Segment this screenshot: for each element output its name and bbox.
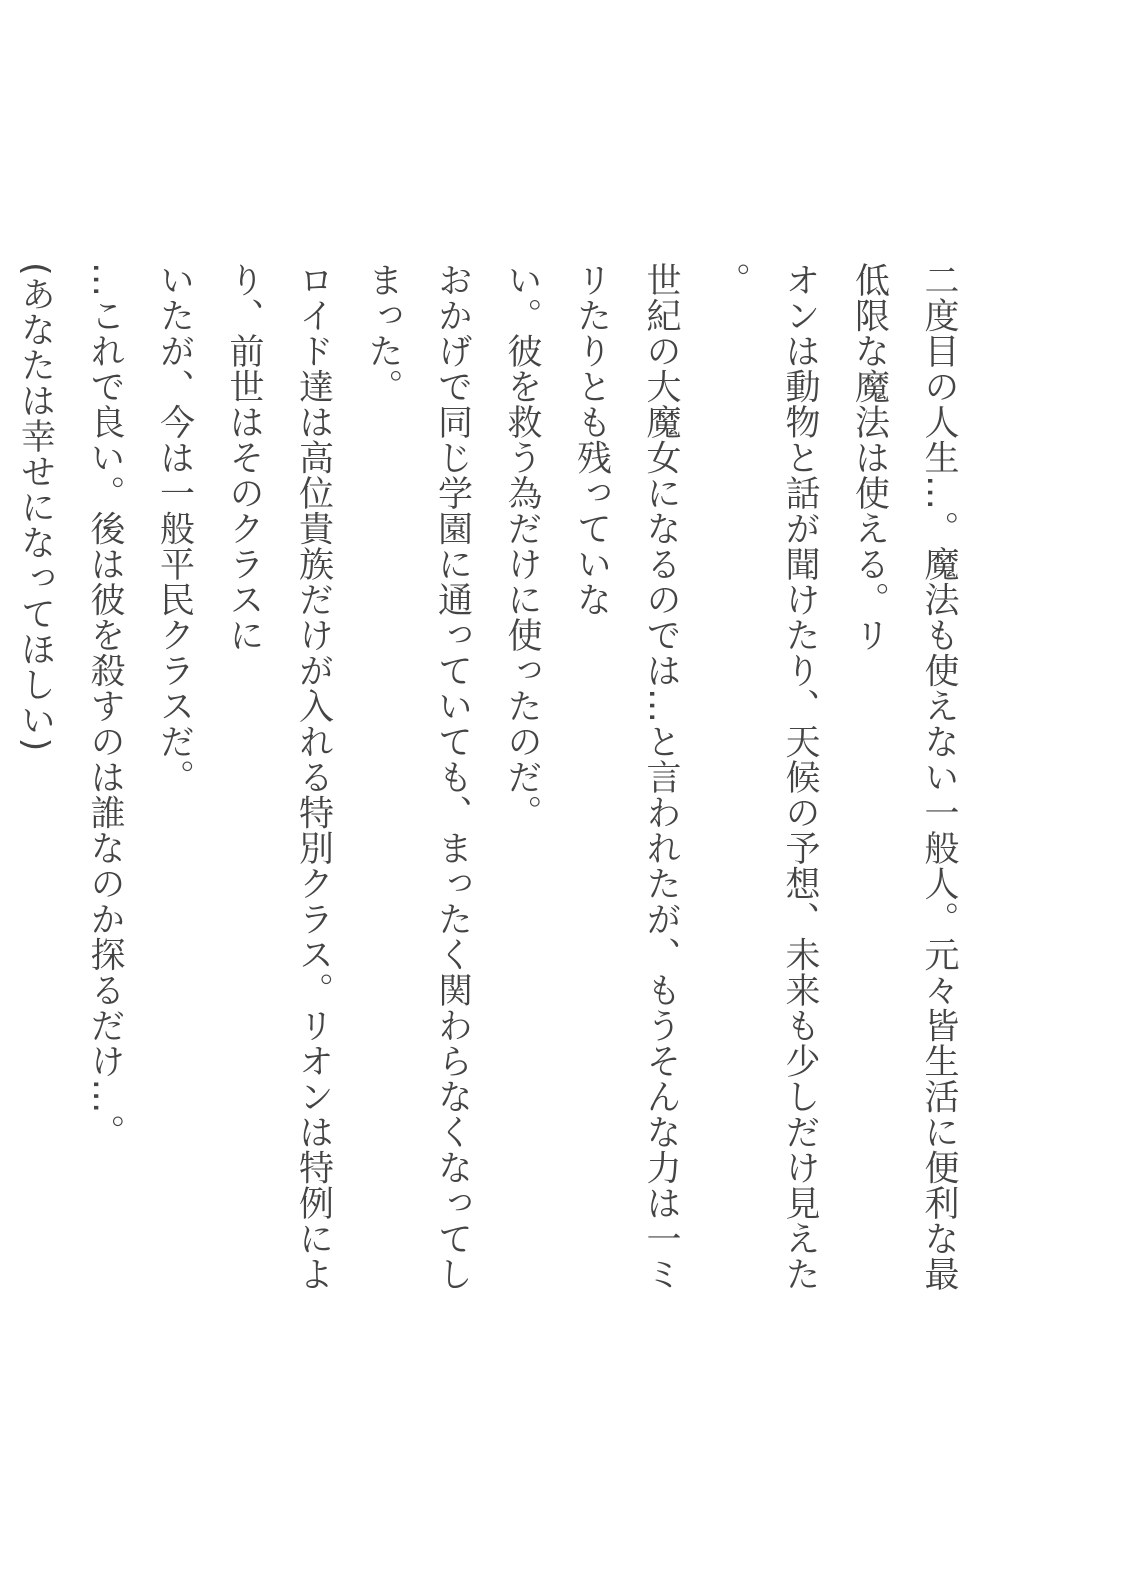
text-line-4: い。彼を救う為だけに使ったのだ。 (502, 262, 542, 830)
text-line-5: おかげで同じ学園に通っていても、まったく関わらなくなってしまった。 (363, 262, 473, 1292)
text-line-3: 世紀の大魔女になるのでは…と言われたが、もうそんな力は一ミリたりとも残っていな (571, 262, 681, 1292)
text-line-9: (あなたは幸せになってほしい) (15, 262, 56, 752)
text-line-1: 二度目の人生…。魔法も使えない一般人。元々皆生活に便利な最低限な魔法は使える。リ (849, 262, 959, 1292)
text-line-6: ロイド達は高位貴族だけが入れる特別クラス。リオンは特例により、前世はそのクラスに (224, 262, 334, 1292)
text-line-7: いたが、今は一般平民クラスだ。 (154, 262, 195, 795)
text-line-8: …これで良い。後は彼を殺すのは誰なのか探るだけ…。 (85, 262, 125, 1150)
vertical-text-body (0, 262, 973, 1322)
text-line-2: オンは動物と話が聞けたり、天候の予想、未来も少しだけ見えた。 (710, 262, 820, 1292)
